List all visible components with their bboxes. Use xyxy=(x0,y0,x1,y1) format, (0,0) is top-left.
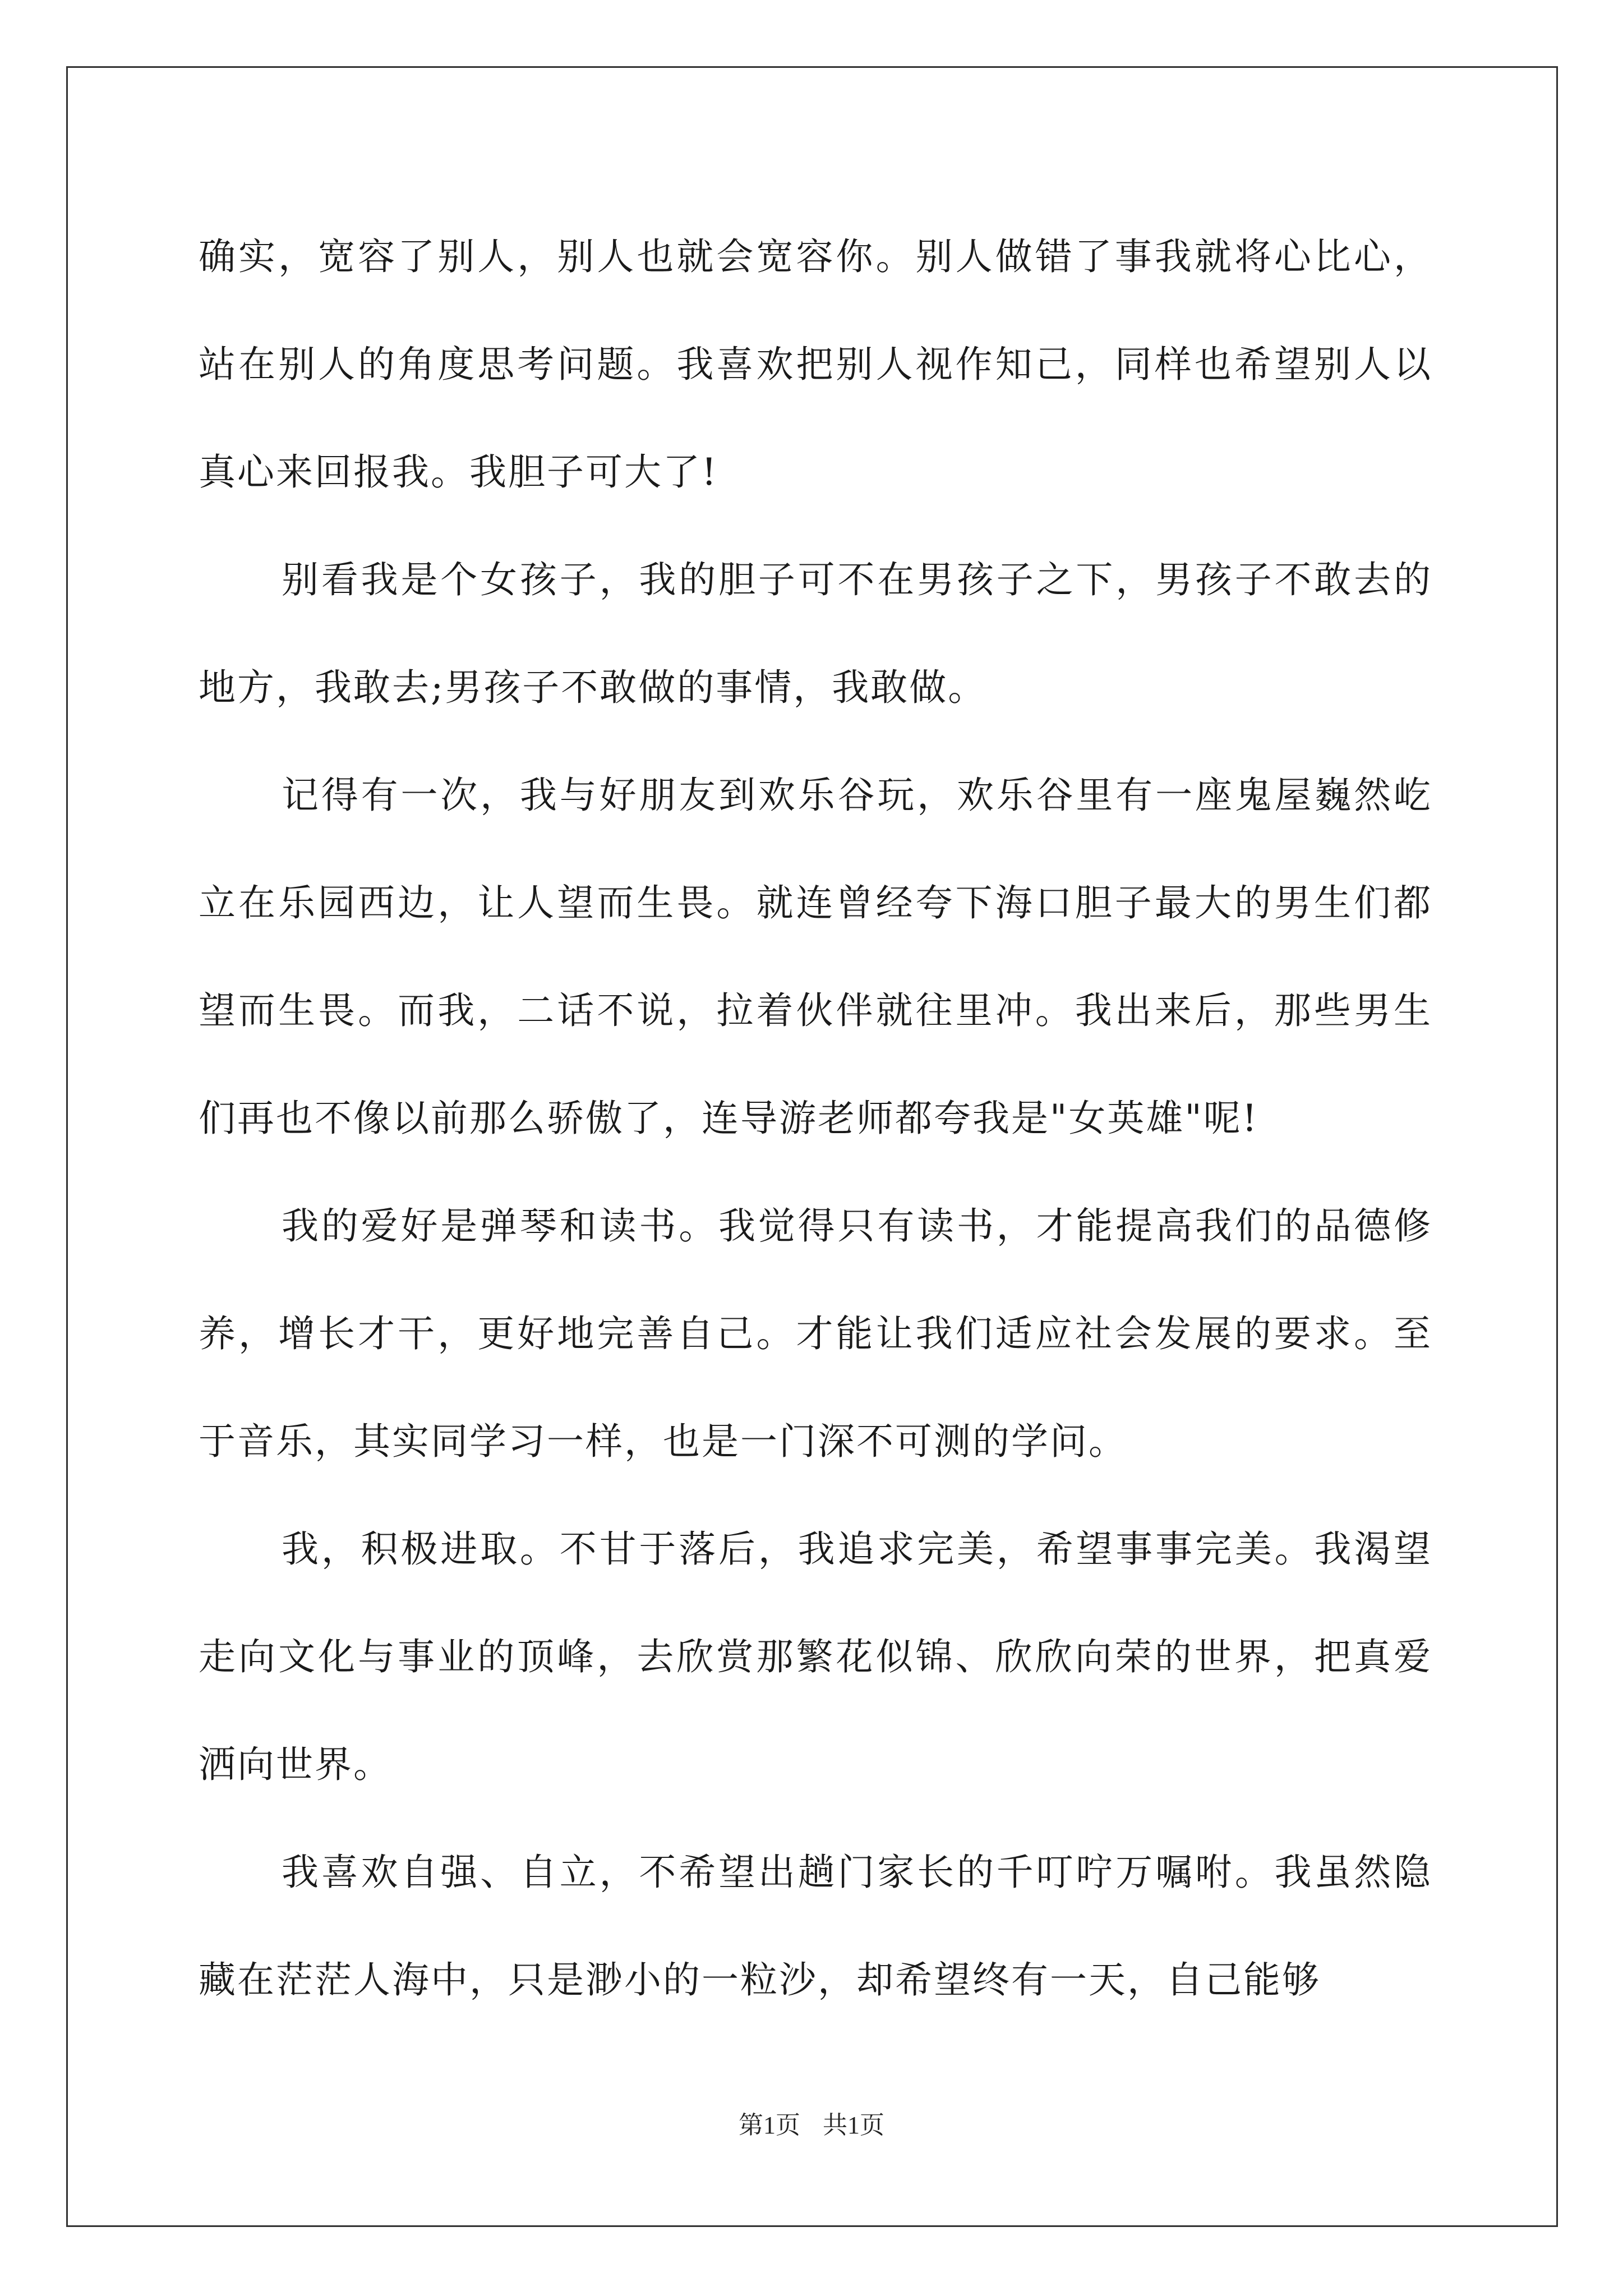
paragraph: 我的爱好是弹琴和读书。我觉得只有读书，才能提高我们的品德修养，增长才干，更好地完善自己。才能让我们适应社会发展的要求。至于音乐，其实同学习一样，也是一门深不可测的学问。 xyxy=(199,1204,1432,1463)
document-body xyxy=(199,203,1432,2034)
paragraph: 别看我是个女孩子，我的胆子可不在男孩子之下，男孩子不敢去的地方，我敢去;男孩子不敢做的事情，我敢做。 xyxy=(199,558,1432,709)
paragraph: 确实，宽容了别人，别人也就会宽容你。别人做错了事我就将心比心，站在别人的角度思考问题。我喜欢把别人视作知己，同样也希望别人以真心来回报我。我胆子可大了! xyxy=(199,235,1432,494)
page-total: 共1页 xyxy=(823,2111,884,2139)
page-footer xyxy=(0,2105,1623,2141)
paragraph: 我，积极进取。不甘于落后，我追求完美，希望事事完美。我渴望走向文化与事业的顶峰，去欣赏那繁花似锦、欣欣向荣的世界，把真爱洒向世界。 xyxy=(199,1527,1432,1786)
paragraph: 记得有一次，我与好朋友到欢乐谷玩，欢乐谷里有一座鬼屋巍然屹立在乐园西边，让人望而生畏。就连曾经夸下海口胆子最大的男生们都望而生畏。而我，二话不说，拉着伙伴就往里冲。我出来后，那些男生们再也不像以前那么骄傲了，连导游老师都夸我是"女英雄"呢! xyxy=(199,774,1432,1140)
paragraph: 我喜欢自强、自立，不希望出趟门家长的千叮咛万嘱咐。我虽然隐藏在茫茫人海中，只是渺小的一粒沙，却希望终有一天，自己能够 xyxy=(199,1851,1432,2001)
page-number: 第1页 xyxy=(739,2111,800,2139)
